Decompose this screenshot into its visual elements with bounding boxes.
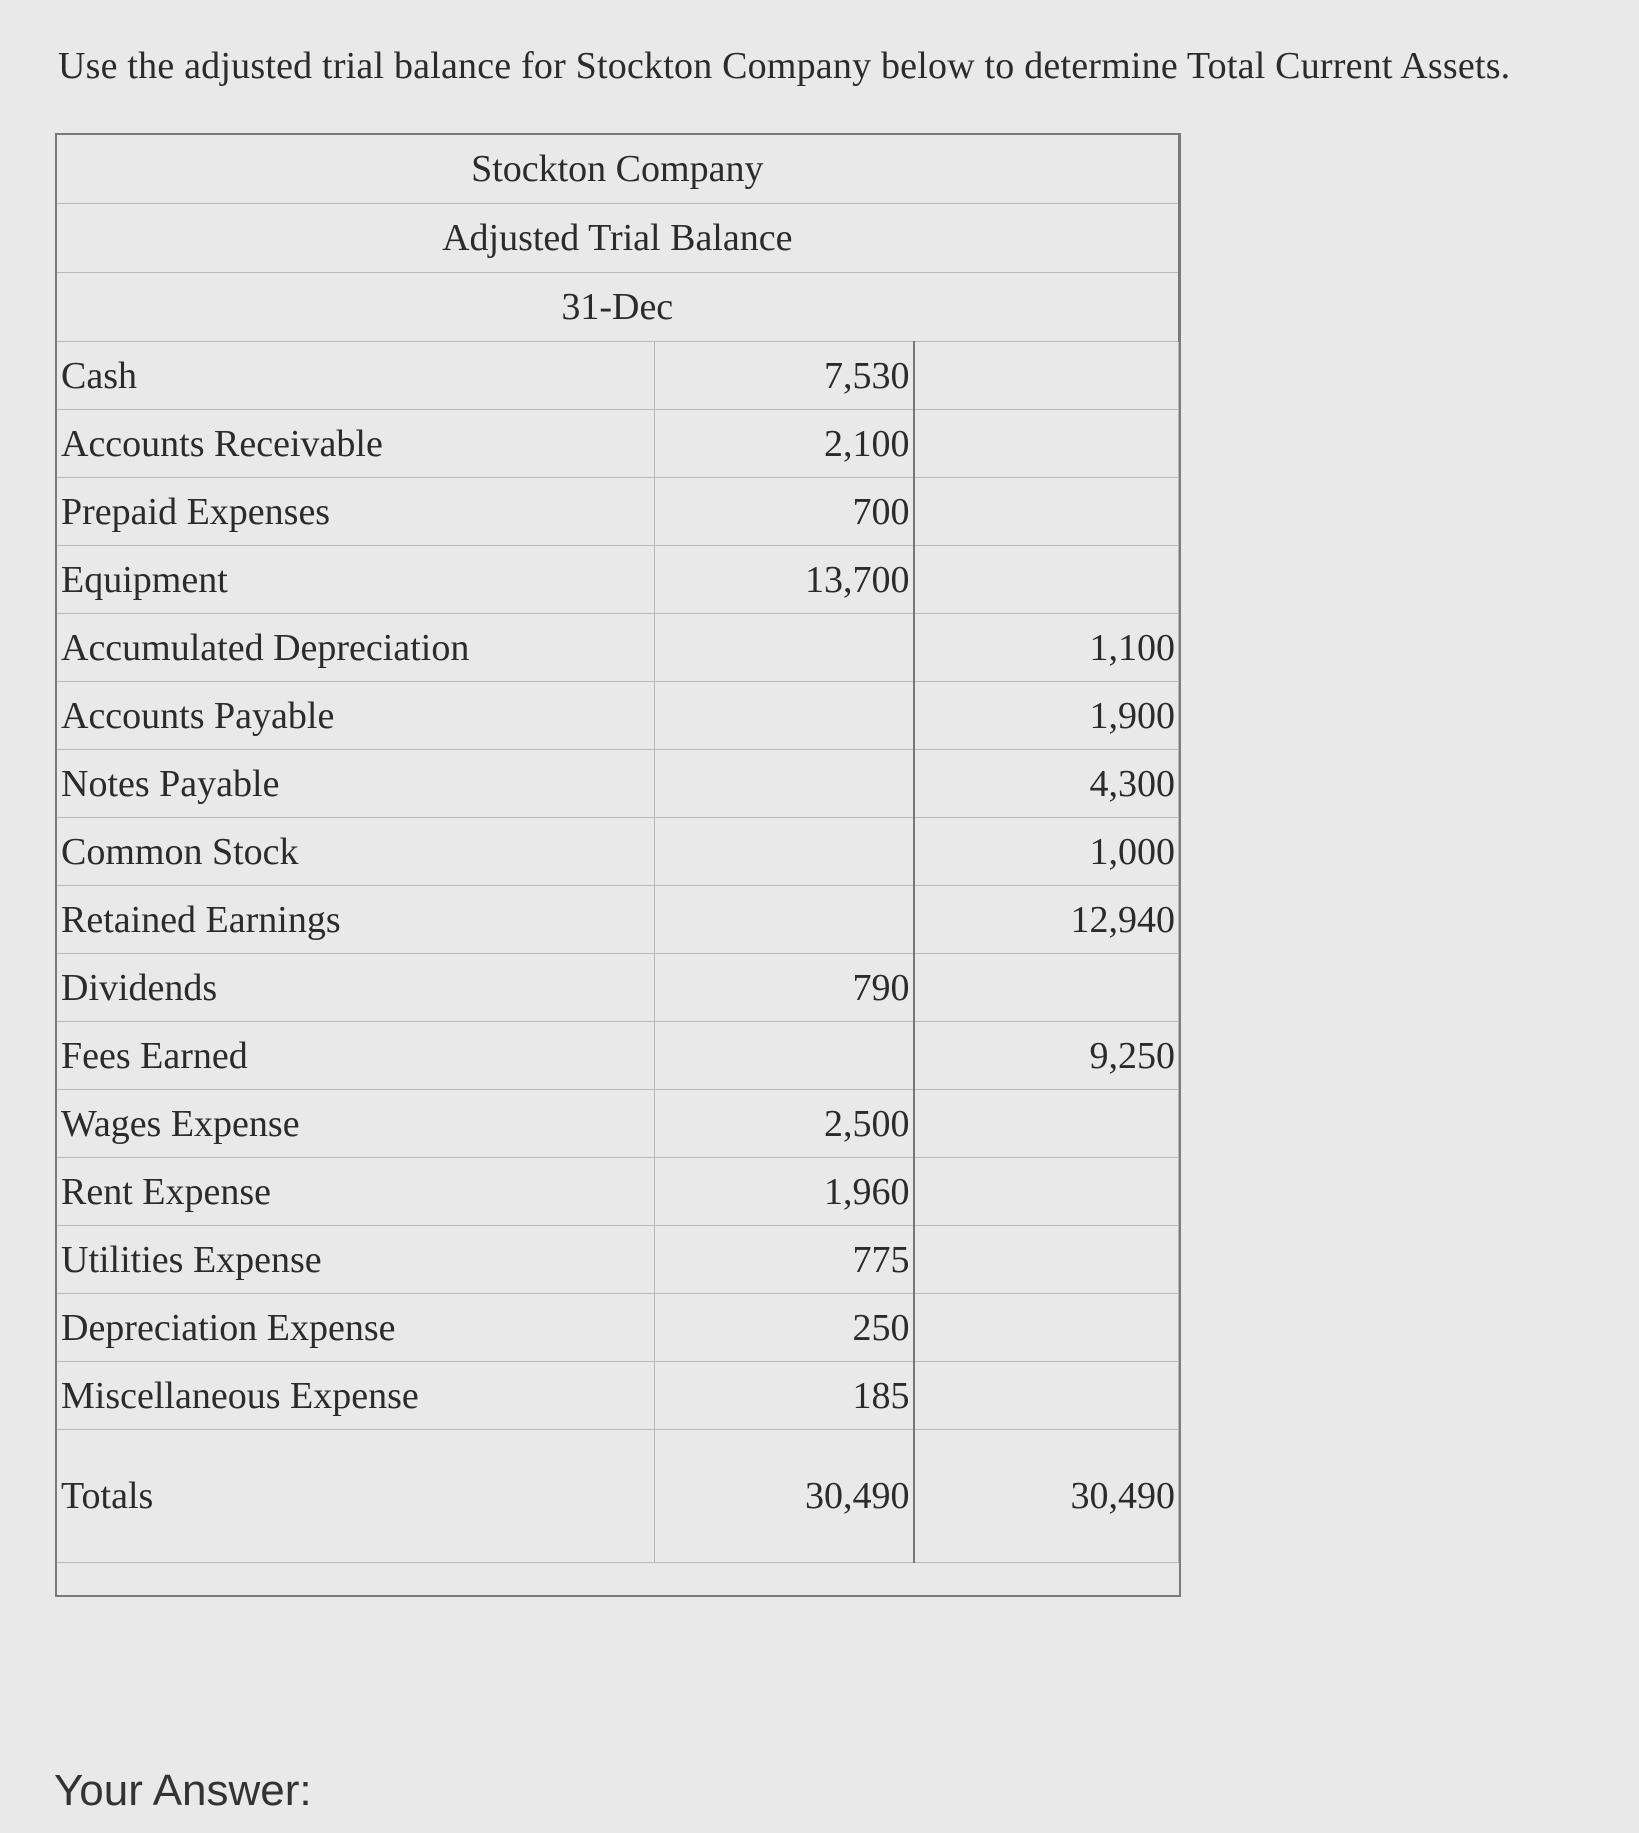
credit-cell xyxy=(914,1158,1179,1226)
account-name-cell: Utilities Expense xyxy=(57,1226,655,1294)
totals-label: Totals xyxy=(57,1430,655,1563)
account-name-cell: Equipment xyxy=(57,546,655,614)
debit-cell xyxy=(655,818,914,886)
debit-cell: 1,960 xyxy=(655,1158,914,1226)
account-name-cell: Rent Expense xyxy=(57,1158,655,1226)
credit-cell: 4,300 xyxy=(914,750,1179,818)
credit-cell xyxy=(914,1294,1179,1362)
credit-cell xyxy=(914,1090,1179,1158)
debit-cell: 250 xyxy=(655,1294,914,1362)
debit-cell: 7,530 xyxy=(655,342,914,410)
table-row xyxy=(57,546,1179,614)
your-answer-label: Your Answer: xyxy=(54,1766,312,1815)
account-name-cell: Accounts Payable xyxy=(57,682,655,750)
account-name-cell: Fees Earned xyxy=(57,1022,655,1090)
table-row xyxy=(57,750,1179,818)
account-name-cell: Common Stock xyxy=(57,818,655,886)
table-row xyxy=(57,342,1179,410)
header-row-date xyxy=(57,273,1179,342)
credit-cell xyxy=(914,478,1179,546)
credit-cell: 1,000 xyxy=(914,818,1179,886)
account-name-cell: Cash xyxy=(57,342,655,410)
total-debit-cell: 30,490 xyxy=(655,1430,914,1563)
account-name-cell: Accounts Receivable xyxy=(57,410,655,478)
table-row xyxy=(57,1022,1179,1090)
table-row xyxy=(57,478,1179,546)
debit-cell: 790 xyxy=(655,954,914,1022)
adjusted-trial-balance-table xyxy=(56,134,1180,1563)
debit-cell: 2,100 xyxy=(655,410,914,478)
report-date: 31-Dec xyxy=(57,273,1179,342)
credit-cell xyxy=(914,954,1179,1022)
debit-cell xyxy=(655,886,914,954)
debit-cell xyxy=(655,682,914,750)
credit-cell: 9,250 xyxy=(914,1022,1179,1090)
total-credit-cell: 30,490 xyxy=(914,1430,1179,1563)
table-row xyxy=(57,818,1179,886)
debit-cell: 13,700 xyxy=(655,546,914,614)
debit-cell: 700 xyxy=(655,478,914,546)
credit-cell: 1,100 xyxy=(914,614,1179,682)
debit-cell xyxy=(655,750,914,818)
credit-cell xyxy=(914,342,1179,410)
debit-cell xyxy=(655,1022,914,1090)
debit-cell: 2,500 xyxy=(655,1090,914,1158)
table-row xyxy=(57,886,1179,954)
table-row xyxy=(57,1294,1179,1362)
debit-cell xyxy=(655,614,914,682)
company-name: Stockton Company xyxy=(57,135,1179,204)
debit-cell: 185 xyxy=(655,1362,914,1430)
header-row-title xyxy=(57,204,1179,273)
account-name-cell: Accumulated Depreciation xyxy=(57,614,655,682)
totals-row xyxy=(57,1430,1179,1563)
credit-cell xyxy=(914,1226,1179,1294)
report-title: Adjusted Trial Balance xyxy=(57,204,1179,273)
table-row xyxy=(57,682,1179,750)
account-name-cell: Notes Payable xyxy=(57,750,655,818)
account-name-cell: Dividends xyxy=(57,954,655,1022)
question-text: Use the adjusted trial balance for Stockton Company below to determine Total Current Assets. xyxy=(58,45,1511,87)
credit-cell: 1,900 xyxy=(914,682,1179,750)
table-row xyxy=(57,614,1179,682)
debit-cell: 775 xyxy=(655,1226,914,1294)
table-row xyxy=(57,1226,1179,1294)
table-row xyxy=(57,1362,1179,1430)
credit-cell: 12,940 xyxy=(914,886,1179,954)
account-name-cell: Prepaid Expenses xyxy=(57,478,655,546)
credit-cell xyxy=(914,1362,1179,1430)
table-row xyxy=(57,410,1179,478)
account-name-cell: Depreciation Expense xyxy=(57,1294,655,1362)
credit-cell xyxy=(914,410,1179,478)
credit-cell xyxy=(914,546,1179,614)
account-name-cell: Wages Expense xyxy=(57,1090,655,1158)
header-row-company xyxy=(57,135,1179,204)
table-row xyxy=(57,1090,1179,1158)
table-row xyxy=(57,954,1179,1022)
table-row xyxy=(57,1158,1179,1226)
account-name-cell: Retained Earnings xyxy=(57,886,655,954)
account-name-cell: Miscellaneous Expense xyxy=(57,1362,655,1430)
